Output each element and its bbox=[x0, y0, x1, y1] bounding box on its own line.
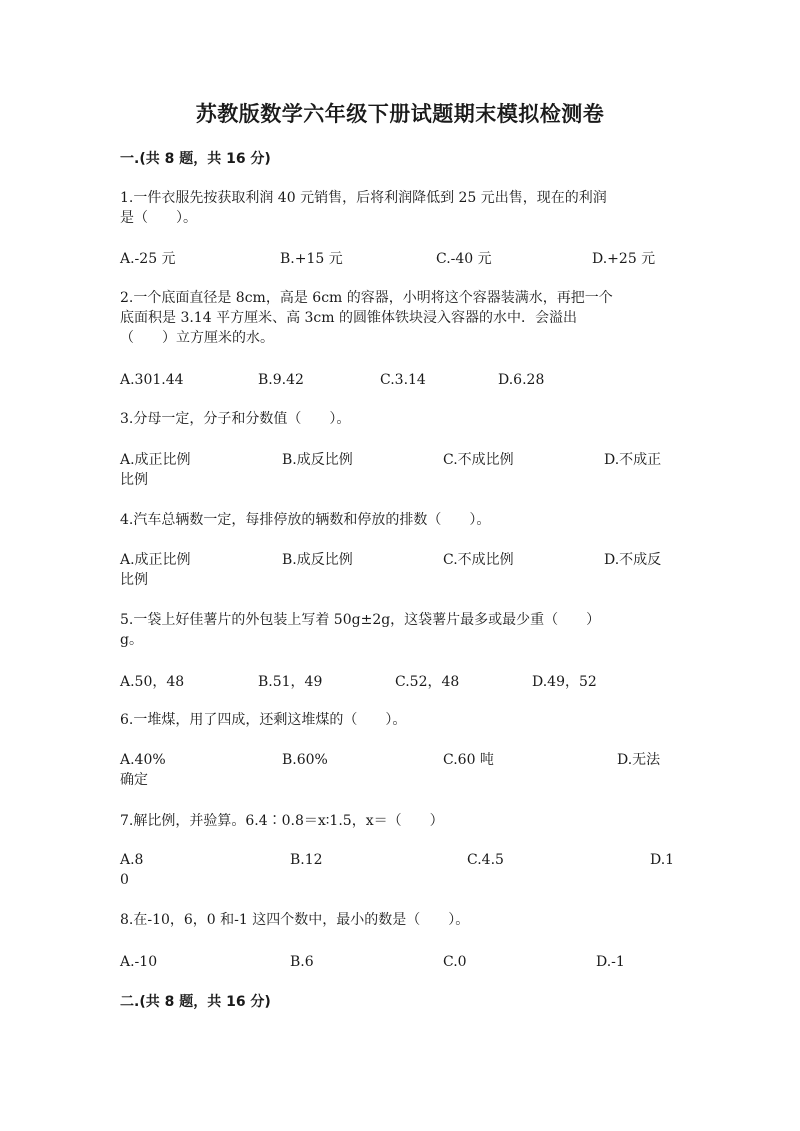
question-8-option-c: C.0 bbox=[443, 954, 467, 970]
question-3-option-a: A.成正比例 bbox=[120, 452, 191, 468]
question-7-options bbox=[0, 850, 800, 890]
question-8-option-d: D.-1 bbox=[596, 954, 625, 970]
question-6-option-c: C.60 吨 bbox=[443, 752, 494, 768]
question-5-option-d: D.49，52 bbox=[532, 674, 597, 690]
question-6-option-b: B.60% bbox=[282, 752, 328, 768]
section-1-heading: 一.(共 8 题，共 16 分) bbox=[120, 151, 271, 167]
question-8-options bbox=[0, 952, 800, 992]
question-7-option-b: B.12 bbox=[290, 852, 323, 868]
question-2-option-d: D.6.28 bbox=[498, 372, 545, 388]
question-4-option-d-line2: 比例 bbox=[120, 572, 148, 588]
question-8-option-a: A.-10 bbox=[120, 954, 158, 970]
question-1-stem: 1.一件衣服先按获取利润 40 元销售，后将利润降低到 25 元出售，现在的利润 是（ ）。 bbox=[120, 190, 607, 226]
question-2-options bbox=[0, 370, 800, 410]
question-6-option-d-line2: 确定 bbox=[120, 772, 148, 788]
question-5-option-a: A.50，48 bbox=[120, 674, 185, 690]
question-2-stem: 2.一个底面直径是 8cm，高是 6cm 的容器，小明将这个容器装满水，再把一个 底面积是 3.14 平方厘米、高 3cm 的圆锥体铁块浸入容器的水中．会溢出 （ ）立方厘米的水。 bbox=[120, 290, 613, 346]
question-7-option-d-line2: 0 bbox=[120, 872, 129, 888]
section-2-heading: 二.(共 8 题，共 16 分) bbox=[120, 994, 271, 1010]
question-5-options bbox=[0, 672, 800, 712]
question-3-option-c: C.不成比例 bbox=[443, 452, 514, 468]
question-7-option-c: C.4.5 bbox=[467, 852, 504, 868]
question-5-option-c: C.52，48 bbox=[395, 674, 460, 690]
question-1-option-a: A.-25 元 bbox=[120, 251, 176, 267]
question-3-option-b: B.成反比例 bbox=[282, 452, 353, 468]
question-3-option-d-line1: D.不成正 bbox=[604, 452, 662, 468]
question-4-option-a: A.成正比例 bbox=[120, 552, 191, 568]
question-1-option-c: C.-40 元 bbox=[436, 251, 492, 267]
question-7-stem: 7.解比例，并验算。6.4∶0.8＝x∶1.5，x＝（ ） bbox=[120, 813, 444, 829]
question-8-stem: 8.在-10，6，0 和-1 这四个数中，最小的数是（ ）。 bbox=[120, 912, 470, 928]
question-8-option-b: B.6 bbox=[290, 954, 314, 970]
question-7-option-d-line1: D.1 bbox=[650, 852, 675, 868]
question-4-options bbox=[0, 550, 800, 590]
question-7-option-a: A.8 bbox=[120, 852, 144, 868]
question-6-option-a: A.40% bbox=[120, 752, 166, 768]
question-6-options bbox=[0, 750, 800, 790]
question-1-options bbox=[0, 249, 800, 289]
question-2-option-c: C.3.14 bbox=[380, 372, 426, 388]
question-5-stem: 5.一袋上好佳薯片的外包装上写着 50g±2g，这袋薯片最多或最少重（ ） g。 bbox=[120, 612, 601, 648]
question-6-stem: 6.一堆煤，用了四成，还剩这堆煤的（ ）。 bbox=[120, 712, 407, 728]
question-4-stem: 4.汽车总辆数一定，每排停放的辆数和停放的排数（ ）。 bbox=[120, 512, 491, 528]
question-4-option-b: B.成反比例 bbox=[282, 552, 353, 568]
question-2-option-b: B.9.42 bbox=[258, 372, 304, 388]
question-3-options bbox=[0, 450, 800, 490]
question-4-option-d-line1: D.不成反 bbox=[604, 552, 662, 568]
exam-title: 苏教版数学六年级下册试题期末模拟检测卷 bbox=[195, 102, 605, 126]
question-1-option-b: B.+15 元 bbox=[280, 251, 343, 267]
question-2-option-a: A.301.44 bbox=[120, 372, 184, 388]
question-3-option-d-line2: 比例 bbox=[120, 472, 148, 488]
question-3-stem: 3.分母一定，分子和分数值（ ）。 bbox=[120, 411, 351, 427]
question-1-option-d: D.+25 元 bbox=[592, 251, 656, 267]
question-4-option-c: C.不成比例 bbox=[443, 552, 514, 568]
question-6-option-d-line1: D.无法 bbox=[617, 752, 661, 768]
question-5-option-b: B.51，49 bbox=[258, 674, 323, 690]
